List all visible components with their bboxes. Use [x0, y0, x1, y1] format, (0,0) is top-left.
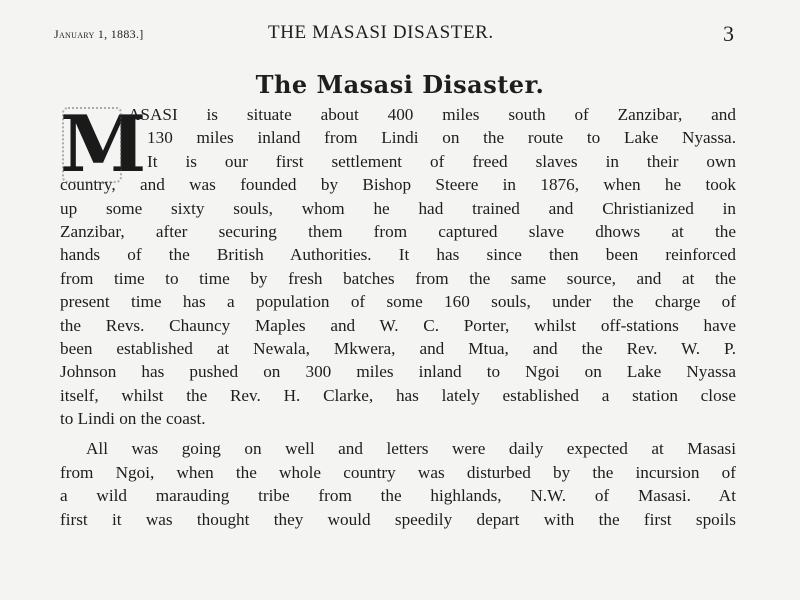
article-title: The Masasi Disaster. [255, 70, 545, 99]
paragraph-gap [60, 430, 736, 437]
text-line: from Ngoi, when the whole country was disturbed by the incursion of [60, 462, 736, 482]
text-line: a wild marauding tribe from the highlands, N.W. of Masasi. At [60, 486, 736, 506]
text-line: It is our first settlement of freed slaves in their own [147, 151, 736, 171]
text-line: to Lindi on the coast. [60, 409, 206, 429]
running-head-title: THE MASASI DISASTER. [268, 22, 494, 43]
running-head [54, 22, 734, 48]
text-line: 130 miles inland from Lindi on the route to Lake Nyassa. [147, 128, 736, 148]
text-line: up some sixty souls, whom he had trained and Christianized in [60, 198, 736, 218]
ornamental-drop-cap [60, 99, 147, 190]
text-line: hands of the British Authorities. It has since then been reinforced [60, 245, 736, 265]
text-line: the Revs. Chauncy Maples and W. C. Porter, whilst off-stations have [60, 315, 736, 335]
running-head-date: January 1, 1883.] [54, 27, 144, 41]
paragraph-1 [60, 103, 736, 430]
text-line: been established at Newala, Mkwera, and Mtua, and the Rev. W. P. [60, 338, 736, 358]
page-number: 3 [723, 21, 734, 46]
text-line: ASASI is situate about 400 miles south of Zanzibar, and [128, 105, 736, 124]
text-line: Johnson has pushed on 300 miles inland to Ngoi on Lake Nyassa [60, 362, 736, 382]
text-line: itself, whilst the Rev. H. Clarke, has lately established a station close [60, 385, 736, 405]
drop-cap-letter: M [60, 99, 147, 190]
article-body [60, 99, 736, 531]
text-line: country, and was founded by Bishop Steere in 1876, when he took [60, 175, 736, 195]
text-line: Zanzibar, after securing them from captured slave dhows at the [60, 221, 736, 241]
text-line: All was going on well and letters were daily expected at Masasi [86, 439, 736, 459]
drop-cap-ornament-icon [62, 107, 122, 183]
text-line: first it was thought they would speedily depart with the first spoils [60, 509, 736, 529]
paragraph-2 [60, 437, 736, 531]
text-line: present time has a population of some 160 souls, under the charge of [60, 292, 736, 312]
text-line: from time to time by fresh batches from the same source, and at the [60, 268, 736, 288]
